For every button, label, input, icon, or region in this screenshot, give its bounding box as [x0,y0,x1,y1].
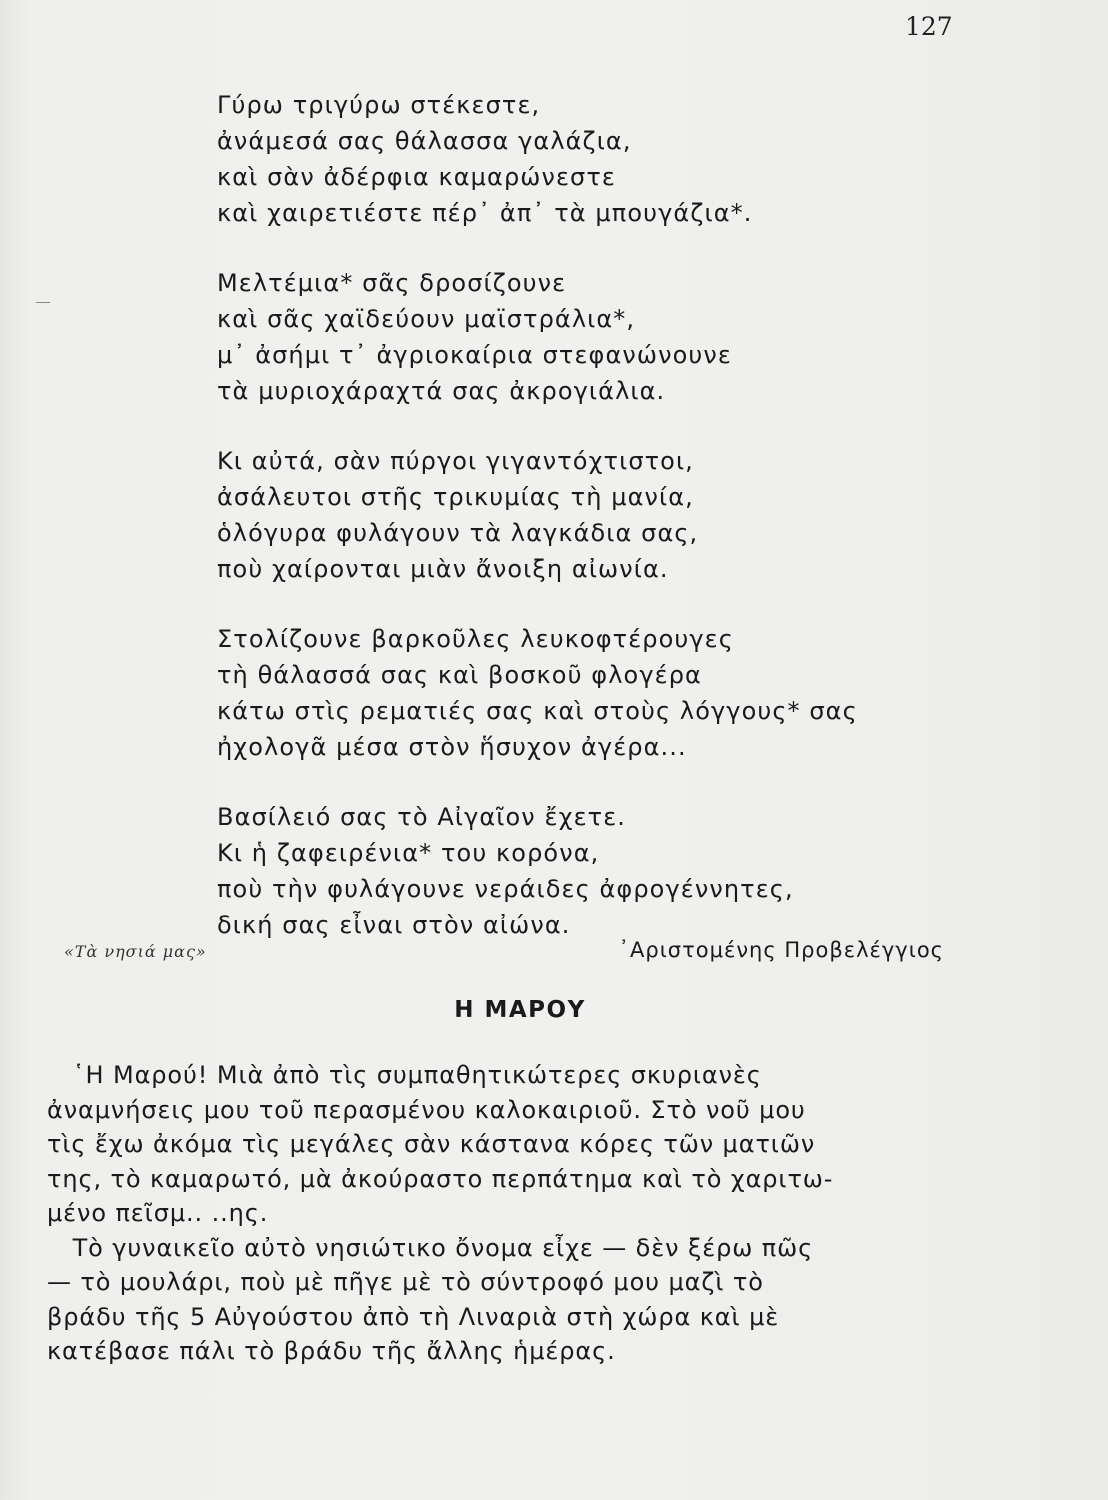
stanza-3 [217,443,997,587]
poem-line: ὁλόγυρα φυλάγουν τὰ λαγκάδια σας, [217,519,699,547]
poem-line: Μελτέμια* σᾶς δροσίζουνε [217,269,567,297]
poem-line: καὶ σᾶς χαϊδεύουν μαϊστράλια*, [217,305,636,333]
poem-line: Κι αὐτά, σὰν πύργοι γιγαντόχτιστοι, [217,447,694,475]
prose-line: βράδυ τῆς 5 Αὐγούστου ἀπὸ τὴ Λιναριὰ στὴ χώρα καὶ μὲ [47,1302,780,1331]
poem-line: Στολίζουνε βαρκοῦλες λευκοφτέρουγες [217,625,734,653]
poem-line: κάτω στὶς ρεματιές σας καὶ στοὺς λόγγους* σας [217,697,858,725]
stanza-4 [217,621,997,765]
poem-line: Βασίλειό σας τὸ Αἰγαῖον ἔχετε. [217,803,626,831]
poem-line: Κι ἡ ζαφειρένια* του κορόνα, [217,839,600,867]
attribution-author: ᾽Αριστομένης Προβελέγγιος [618,938,944,962]
poem-line: ποὺ χαίρονται μιὰν ἄνοιξη αἰωνία. [217,555,669,583]
margin-mark [36,302,50,303]
prose-line: — τὸ μουλάρι, ποὺ μὲ πῆγε μὲ τὸ σύντροφό μου μαζὶ τὸ [47,1268,764,1296]
poem-line: καὶ σὰν ἀδέρφια καμαρώνεστε [217,163,616,191]
poem-line: καὶ χαιρετιέστε πέρ᾽ ἀπ᾽ τὰ μπουγάζια*. [217,199,753,227]
poem-line: ἀνάμεσά σας θάλασσα γαλάζια, [217,127,632,155]
poem-line: ἀσάλευτοι στῆς τρικυμίας τὴ μανία, [217,483,694,511]
page-number: 127 [905,12,953,41]
poem-line: ποὺ τὴν φυλάγουνε νεράιδες ἀφρογέννητες, [217,875,794,903]
attribution-source: «Τὰ νησιά μας» [64,942,207,961]
poem-line: τὴ θάλασσά σας καὶ βοσκοῦ φλογέρα [217,661,702,689]
prose-line: της, τὸ καμαρωτό, μὰ ἀκούραστο περπάτημα καὶ τὸ χαριτω- [47,1164,834,1193]
poem-line: ἠχολογᾶ μέσα στὸν ἥσυχον ἀγέρα... [217,733,687,761]
poem-attribution [64,938,944,968]
poem-line: δική σας εἶναι στὸν αἰώνα. [217,911,571,939]
stanza-2 [217,265,997,409]
poem-line: Γύρω τριγύρω στέκεστε, [217,91,541,119]
prose-line: Τὸ γυναικεῖο αὐτὸ νησιώτικο ὄνομα εἶχε — δὲν ξέρω πῶς [47,1233,814,1262]
story-title: Η ΜΑΡΟΥ [454,997,586,1023]
poem [217,87,997,977]
stanza-1 [217,87,997,231]
poem-line: τὰ μυριοχάραχτά σας ἀκρογιάλια. [217,377,666,405]
prose-line: μένο πεῖσμ.. ..ης. [47,1199,269,1227]
prose-line: κατέβασε πάλι τὸ βράδυ τῆς ἄλλης ἡμέρας. [47,1337,616,1365]
prose-line: ἀναμνήσεις μου τοῦ περασμένου καλοκαιριοῦ. Στὸ νοῦ μου [47,1095,806,1124]
prose-line: τὶς ἔχω ἀκόμα τὶς μεγάλες σὰν κάστανα κόρες τῶν ματιῶν [47,1130,816,1158]
poem-line: μ᾽ ἀσήμι τ᾽ ἀγριοκαίρια στεφανώνουνε [217,341,732,369]
prose-line: ῾Η Μαρού! Μιὰ ἀπὸ τὶς συμπαθητικώτερες σκυριανὲς [47,1061,762,1089]
stanza-5 [217,799,997,943]
story-body [47,1058,962,1369]
